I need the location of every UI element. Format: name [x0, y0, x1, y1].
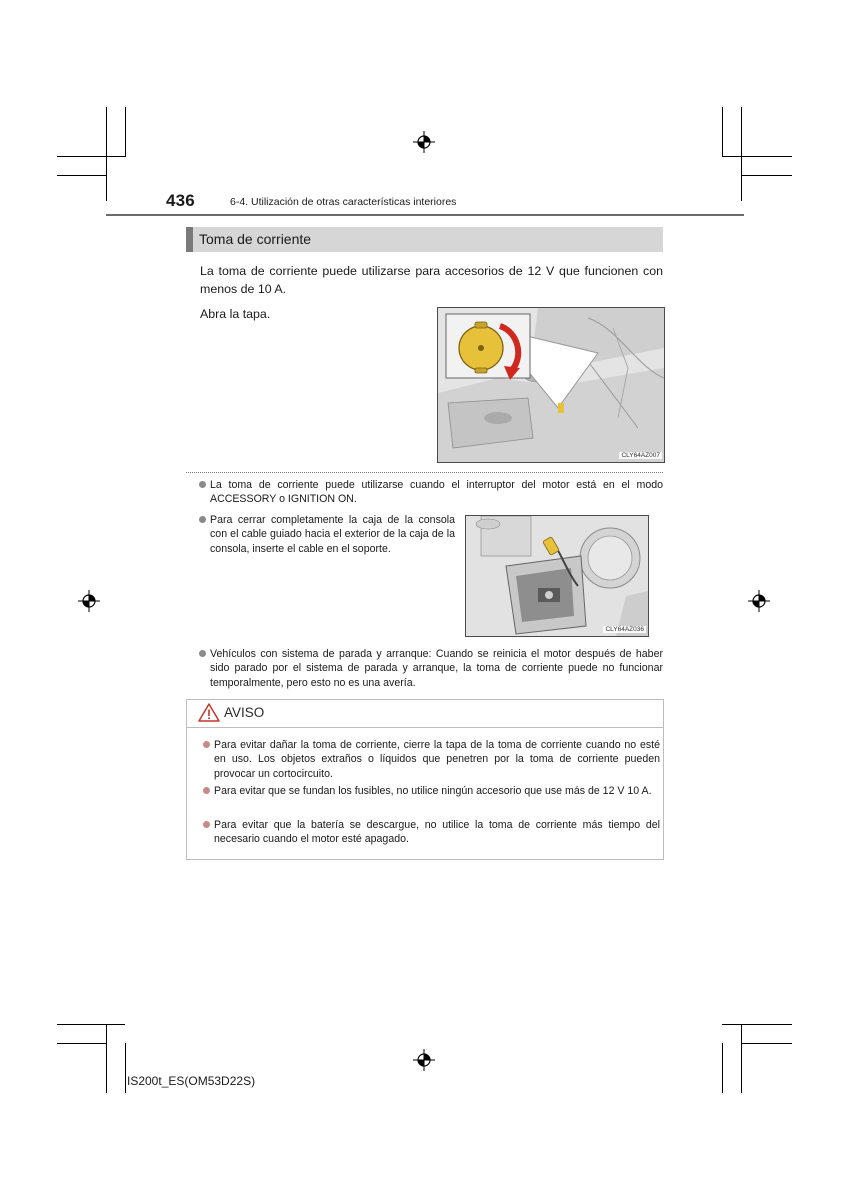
page-number: 436	[166, 191, 195, 210]
document-code: IS200t_ES(OM53D22S)	[127, 1074, 256, 1088]
warning-item: Para evitar que se fundan los fusibles, no utilice ningún accesorio que use más de 12 V 10 A.	[203, 784, 660, 814]
note-item: La toma de corriente puede utilizarse cuando el interruptor del motor está en el modo ACCESSORY o IGNITION ON.	[199, 478, 663, 508]
section-divider	[186, 472, 663, 473]
registration-mark-top	[413, 131, 435, 153]
warning-item: Para evitar que la batería se descargue, no utilice la toma de corriente más tiempo del necesario cuando el motor esté apagado.	[203, 818, 660, 848]
bullet-icon	[203, 787, 210, 794]
warning-item: Para evitar dañar la toma de corriente, cierre la tapa de la toma de corriente cuando no esté en uso. Los objetos extraños o líquidos que penetren por la toma de corriente pueden provocar un cortocircuito.	[203, 738, 660, 782]
warning-title: AVISO	[224, 705, 265, 720]
bullet-icon	[199, 650, 206, 657]
registration-mark-left	[78, 590, 100, 612]
section-intro: La toma de corriente puede utilizarse para accesorios de 12 V que funcionen con menos de 10 A.	[200, 264, 663, 296]
figure-open-lid	[437, 307, 665, 463]
figure-code: CLY64AZ036	[605, 626, 644, 633]
bullet-icon	[203, 741, 210, 748]
bullet-icon	[203, 821, 210, 828]
bullet-icon	[199, 516, 206, 523]
console-illustration	[438, 308, 664, 462]
note-item: Para cerrar completamente la caja de la consola con el cable guiado hacia el exterior de la caja de la consola, inserte el cable en el soporte.	[199, 513, 455, 559]
running-head: 6-4. Utilización de otras características interiores	[230, 196, 457, 208]
section-title: Toma de corriente	[199, 231, 312, 247]
warning-triangle-icon	[198, 703, 220, 722]
registration-mark-right	[748, 590, 770, 612]
console-box-illustration	[466, 516, 648, 636]
note-item: Vehículos con sistema de parada y arranque: Cuando se reinicia el motor después de haber sido parado por el sistema de parada y arranque, la toma de corriente puede no funcionar temporalmente, pero esto no es una avería.	[199, 647, 663, 693]
registration-mark-bottom	[413, 1049, 435, 1071]
section-title-accent	[186, 227, 193, 252]
instruction-step: Abra la tapa.	[200, 307, 271, 321]
bullet-icon	[199, 481, 206, 488]
header-rule	[106, 214, 744, 216]
figure-code: CLY64AZ007	[621, 452, 660, 459]
figure-cable-holder	[465, 515, 649, 637]
